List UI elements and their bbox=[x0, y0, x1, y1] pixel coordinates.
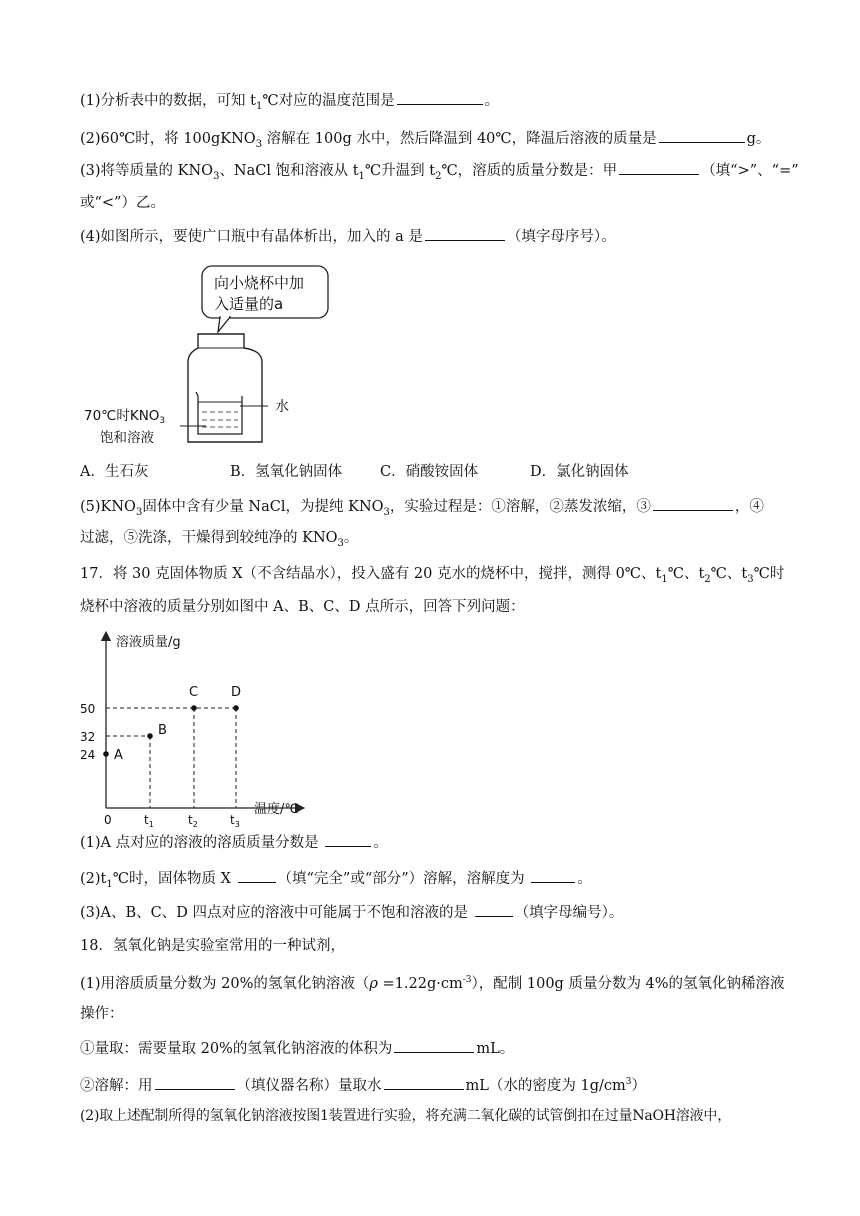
data-point bbox=[233, 705, 239, 711]
option-a[interactable]: A．生石灰 bbox=[80, 464, 149, 480]
answer-blank[interactable] bbox=[384, 1075, 464, 1090]
q17-part1: (1)A 点对应的溶液的溶质质量分数是 。 bbox=[80, 832, 388, 853]
q17-stem-cont: 烧杯中溶液的质量分别如图中 A、B、C、D 点所示，回答下列问题： bbox=[80, 599, 525, 615]
answer-blank[interactable] bbox=[531, 868, 575, 883]
answer-blank[interactable] bbox=[653, 496, 733, 511]
bubble-text-line1: 向小烧杯中加 bbox=[214, 274, 305, 292]
q16-part2: (2)60℃时，将 100gKNO$_3$ 溶解在 100g 水中，然后降温到 40℃，降温后溶液的质量是 g。 bbox=[80, 128, 770, 155]
speech-bubble-pointer bbox=[218, 317, 230, 332]
x-tick-label: $t_3$ bbox=[230, 813, 240, 829]
point-label: A bbox=[114, 748, 123, 763]
point-label: C bbox=[189, 685, 199, 700]
q17-part3: (3)A、B、C、D 四点对应的溶液中可能属于不饱和溶液的是 （填字母编号）。 bbox=[80, 902, 623, 923]
solution-label-line1: 70℃时$KNO_3$ bbox=[84, 408, 166, 426]
q16-part3: (3)将等质量的 $KNO_3$、NaCl 饱和溶液从 $t_1℃$升温到 $t_2℃$，溶质的质量分数是：甲 （填“>”、“=” bbox=[80, 160, 799, 187]
answer-blank[interactable] bbox=[397, 90, 483, 105]
option-d[interactable]: D．氯化钠固体 bbox=[530, 464, 629, 480]
water-label: 水 bbox=[275, 399, 289, 415]
answer-blank[interactable] bbox=[238, 868, 276, 883]
q16-part1: (1)分析表中的数据，可知 $t_1℃$对应的温度范围是 。 bbox=[80, 90, 499, 117]
q18-step1: ①量取：需要量取 20%的氢氧化钠溶液的体积为 mL。 bbox=[80, 1038, 514, 1059]
q18-step2: ②溶解：用 （填仪器名称）量取水 mL（水的密度为 $1g/cm^3$） bbox=[80, 1072, 646, 1096]
origin-label: 0 bbox=[104, 813, 112, 827]
y-tick-label: 32 bbox=[80, 730, 96, 744]
small-beaker bbox=[196, 392, 242, 434]
y-tick-label: 50 bbox=[80, 702, 96, 716]
q18-part1-cont: 操作： bbox=[80, 1006, 124, 1022]
bubble-text-line2: 入适量的a bbox=[214, 295, 284, 313]
q16-part3-cont: 或“<”）乙。 bbox=[80, 195, 165, 211]
bottle-figure bbox=[80, 262, 320, 458]
data-point bbox=[103, 751, 109, 757]
q18-part2: (2)取上述配制所得的氢氧化钠溶液按图1装置进行实验，将充满二氧化碳的试管倒扣在过量NaOH溶液中， bbox=[80, 1108, 732, 1124]
point-label: B bbox=[158, 723, 167, 738]
answer-blank[interactable] bbox=[619, 160, 699, 175]
q16-part4: (4)如图所示，要使广口瓶中有晶体析出，加入的 a 是 （填字母序号）。 bbox=[80, 226, 616, 247]
point-label: D bbox=[231, 685, 242, 700]
answer-blank[interactable] bbox=[155, 1075, 235, 1090]
answer-blank[interactable] bbox=[475, 902, 513, 917]
x-tick-label: $t_2$ bbox=[188, 813, 198, 829]
answer-blank[interactable] bbox=[394, 1038, 474, 1053]
q16-part5-cont: 过滤，⑤洗涤，干燥得到较纯净的 $KNO_3$。 bbox=[80, 530, 359, 549]
x-tick-label: $t_1$ bbox=[144, 813, 154, 829]
q17-part2: $(2)t_1℃$时，固体物质 X （填“完全”或“部分”）溶解，溶解度为 。 bbox=[80, 868, 592, 895]
option-b[interactable]: B．氢氧化钠固体 bbox=[230, 464, 343, 480]
y-axis-label: 溶液质量/g bbox=[116, 635, 181, 650]
y-tick-label: 24 bbox=[80, 748, 96, 762]
q17-stem: 17．将 30 克固体物质 X（不含结晶水），投入盛有 20 克水的烧杯中，搅拌，测得 0℃、$t_1℃$、$t_2℃$、$t_3℃$时 bbox=[80, 566, 785, 585]
q18-part1: (1)用溶质质量分数为 20%的氢氧化钠溶液$(\rho =1.22g\cdot cm^{-3})$，配制 100g 质量分数为 4%的氢氧化钠稀溶液 bbox=[80, 975, 785, 992]
data-point bbox=[147, 733, 153, 739]
option-c[interactable]: C．硝酸铵固体 bbox=[380, 464, 479, 480]
q16-options bbox=[80, 462, 629, 482]
solution-mass-chart bbox=[78, 630, 318, 829]
q18-stem: 18．氢氧化钠是实验室常用的一种试剂， bbox=[80, 938, 345, 954]
answer-blank[interactable] bbox=[425, 226, 505, 241]
solution-label-line2: 饱和溶液 bbox=[100, 430, 154, 446]
x-axis-label: 温度/℃ bbox=[254, 802, 299, 817]
q16-part5: $(5)KNO_3$固体中含有少量 NaCl，为提纯 $KNO_3$，实验过程是：①溶解，②蒸发浓缩，③ ，④ bbox=[80, 496, 764, 523]
answer-blank[interactable] bbox=[659, 128, 745, 143]
answer-blank[interactable] bbox=[325, 832, 371, 847]
